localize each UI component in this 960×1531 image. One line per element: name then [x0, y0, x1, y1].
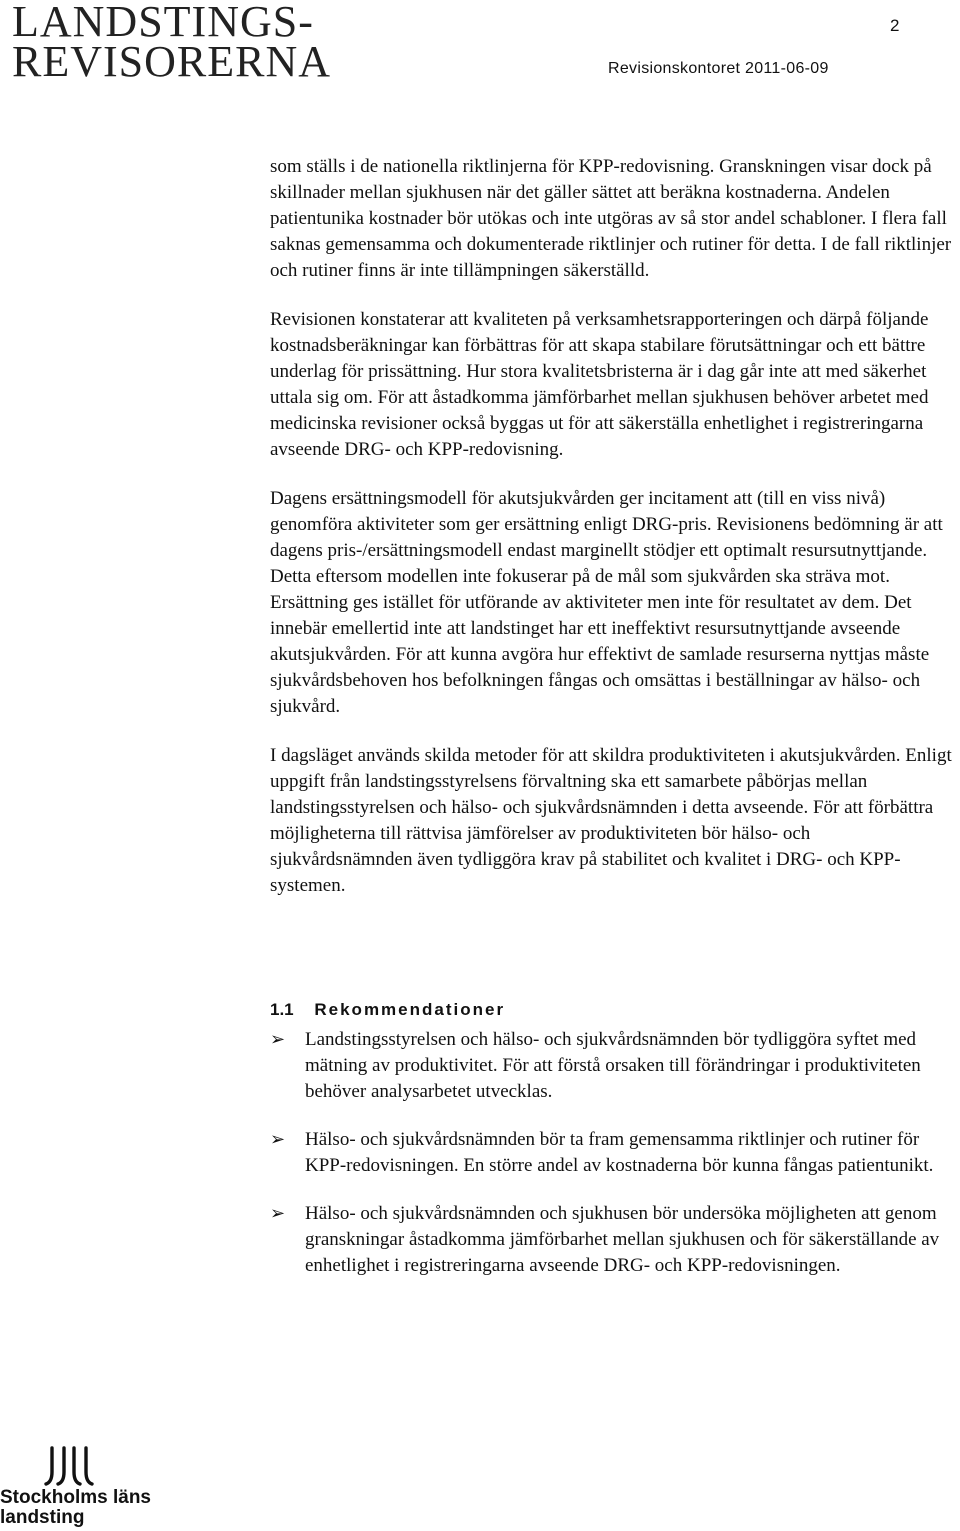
list-item: [270, 1127, 956, 1179]
list-item: [270, 1201, 956, 1279]
section-heading: [270, 1000, 505, 1020]
list-item: [270, 1027, 956, 1105]
recommendation-text: Landstingsstyrelsen och hälso- och sjukvårdsnämnden bör tydliggöra syftet med mätning av produktivitet. För att förstå orsaken till förändringar i produktiviteten behöver analysarbetet utvecklas.: [305, 1029, 921, 1102]
footer-org-line-1: Stockholms läns: [0, 1487, 151, 1508]
paragraph: Dagens ersättningsmodell för akutsjukvården ger incitament att (till en viss nivå) genomföra aktiviteter som ger ersättning enligt DRG-pris. Revisionens bedömning är att dagens pris-/ersättningsmodell endast marginellt stödjer ett optimalt resursutnyttjande. Detta eftersom modellen inte fokuserar på de mål som sjukvården ska sträva mot. Ersättning ges istället för utförande av aktiviteter men inte för resultatet av dem. Det innebär emellertid inte att landstinget har ett ineffektivt resursutnyttjande avseende akutsjukvården. För att kunna avgöra hur effektivt de samlade resurserna nyttjas måste sjukvårdsbehoven hos befolkningen fångas och omsättas i beställningar av hälso- och sjukvård.: [270, 488, 943, 717]
page-number: 2: [890, 16, 900, 35]
recommendation-list: [270, 1027, 956, 1301]
logo-line-2: REVISORERNA: [12, 37, 332, 86]
logo-line-1: LANDSTINGS-: [12, 0, 314, 46]
paragraph: Revisionen konstaterar att kvaliteten på verksamhetsrapporteringen och därpå följande kostnadsberäkningar kan förbättras för att skapa stabilare förutsättningar och ett bättre underlag för prissättning. Hur stora kvalitetsbristerna är i dag går inte att med säkerhet uttala sig om. För att åstadkomma jämförbarhet mellan sjukhusen behöver arbetet med medicinska revisioner också byggas ut för att säkerställa enhetlighet i registreringarna avseende DRG- och KPP-redovisning.: [270, 309, 929, 460]
paragraph: som ställs i de nationella riktlinjerna för KPP-redovisning. Granskningen visar dock på skillnader mellan sjukhusen när det gäller sättet att beräkna kostnaderna. Andelen patientunika kostnader bör utökas och inte utgöras av så stor andel schabloner. I flera fall saknas gemensamma och dokumenterade riktlinjer och rutiner för detta. I de fall riktlinjer och rutiner finns är inte tillämpningen säkerställd.: [270, 156, 952, 281]
recommendation-text: Hälso- och sjukvårdsnämnden bör ta fram gemensamma riktlinjer och rutiner för KPP-redovisningen. En större andel av kostnaderna bör kunna fångas patientunikt.: [305, 1129, 934, 1176]
arrowhead-bullet-icon: ➢: [270, 1203, 286, 1224]
sll-logo-icon: [44, 1446, 94, 1486]
recommendation-text: Hälso- och sjukvårdsnämnden och sjukhusen bör undersöka möjligheten att genom granskningar åstadkomma jämförbarhet mellan sjukhusen och för säkerställande av enhetlighet i registreringarna avseende DRG- och KPP-redovisningen.: [305, 1203, 940, 1276]
section-title: Rekommendationer: [314, 1000, 506, 1019]
arrowhead-bullet-icon: ➢: [270, 1029, 286, 1050]
body-text: [270, 154, 956, 922]
section-number: 1.1: [270, 1000, 294, 1019]
footer-org-name: [0, 1488, 151, 1528]
arrowhead-bullet-icon: ➢: [270, 1129, 286, 1150]
org-logo: [12, 0, 332, 86]
office-date: Revisionskontoret 2011-06-09: [608, 60, 829, 77]
paragraph: I dagsläget används skilda metoder för att skildra produktiviteten i akutsjukvården. Enligt uppgift från landstingsstyrelsens förvaltning ska ett samarbete påbörjas mellan landstingsstyrelsen och hälso- och sjukvårdsnämnden i detta avseende. För att förbättra möjligheterna till rättvisa jämförelser av produktiviteten bör hälso- och sjukvårdsnämnden även tydliggöra krav på stabilitet och kvalitet i DRG- och KPP-systemen.: [270, 745, 952, 896]
footer-org-line-2: landsting: [0, 1507, 85, 1528]
